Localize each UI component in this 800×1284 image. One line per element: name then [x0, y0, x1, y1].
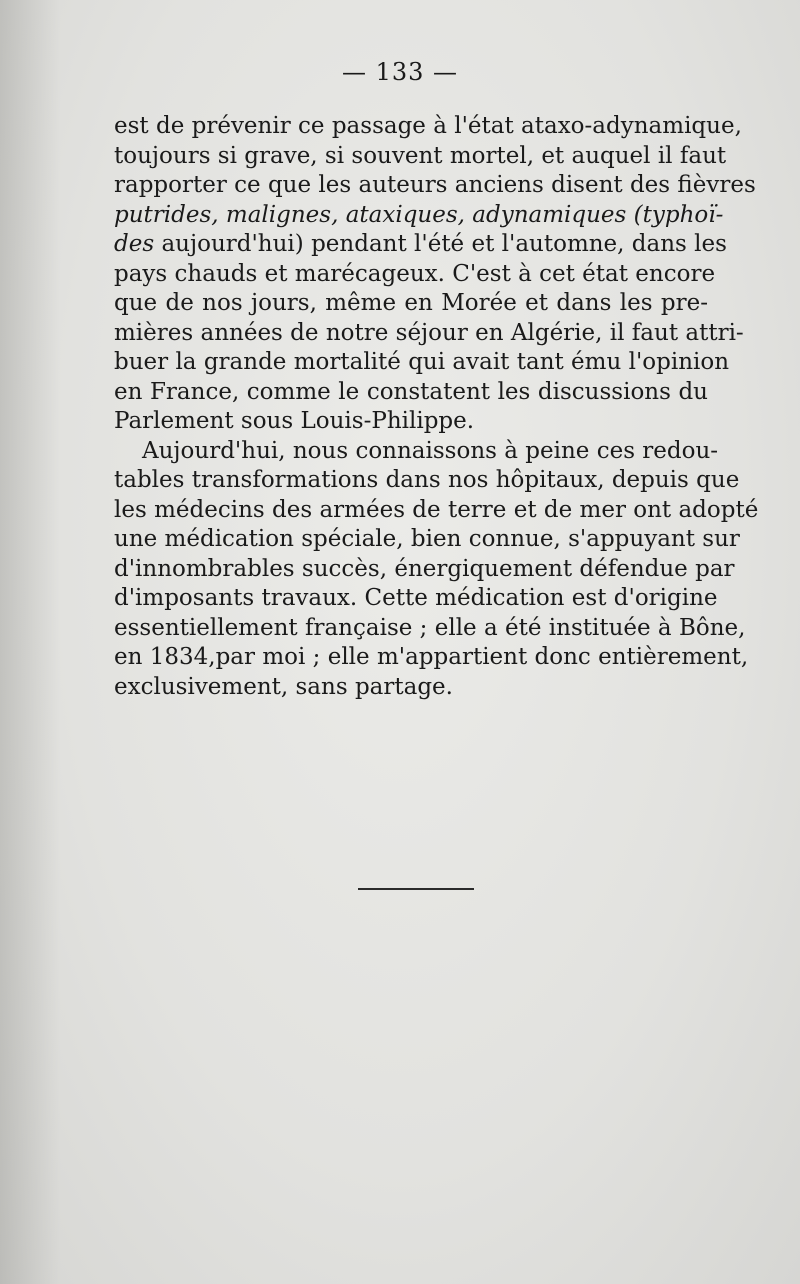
text-line: essentiellement française ; elle a été instituée à Bône,: [114, 614, 746, 641]
text-line: [114, 230, 727, 260]
text-line: est de prévenir ce passage à l'état ataxo-adynamique,: [114, 113, 742, 139]
text-line: rapporter ce que les auteurs anciens disent des fièvres: [114, 172, 756, 198]
text-line: les médecins des armées de terre et de mer ont adopté: [114, 496, 759, 523]
italic-text: des: [114, 231, 155, 257]
text-line: tables transformations dans nos hôpitaux, depuis que: [114, 467, 740, 493]
text-line: pays chauds et marécageux. C'est à cet état encore: [114, 260, 716, 287]
text-line: une médication spéciale, bien connue, s'appuyant sur: [114, 526, 740, 552]
text-line: que de nos jours, même en Morée et dans les pre-: [114, 290, 708, 316]
text-fragment: aujourd'hui) pendant l'été et l'automne, dans les: [154, 231, 727, 257]
body-text: [114, 112, 759, 702]
paragraph-1: [114, 112, 756, 437]
text-line: [114, 201, 724, 231]
text-line: toujours si grave, si souvent mortel, et auquel il faut: [114, 142, 727, 169]
text-line: d'innombrables succès, énergiquement défendue par: [114, 555, 735, 582]
text-line: Aujourd'hui, nous connaissons à peine ces redou-: [142, 437, 719, 464]
text-line: mières années de notre séjour en Algérie, il faut attri-: [114, 319, 744, 346]
text-line: d'imposants travaux. Cette médication est d'origine: [114, 585, 718, 611]
text-line: exclusivement, sans partage.: [114, 673, 453, 700]
page-number: — 133 —: [341, 58, 459, 86]
gutter-shadow: [0, 0, 60, 1284]
text-line: buer la grande mortalité qui avait tant ému l'opinion: [114, 349, 730, 375]
italic-text: putrides, malignes, ataxiques, adynamiques (typhoï-: [114, 201, 724, 228]
text-line: en 1834,par moi ; elle m'appartient donc entièrement,: [114, 644, 749, 670]
text-line: en France, comme le constatent les discussions du: [114, 378, 708, 405]
paragraph-2: [114, 437, 759, 703]
section-end-rule: [358, 888, 474, 890]
text-line: Parlement sous Louis-Philippe.: [114, 408, 475, 434]
